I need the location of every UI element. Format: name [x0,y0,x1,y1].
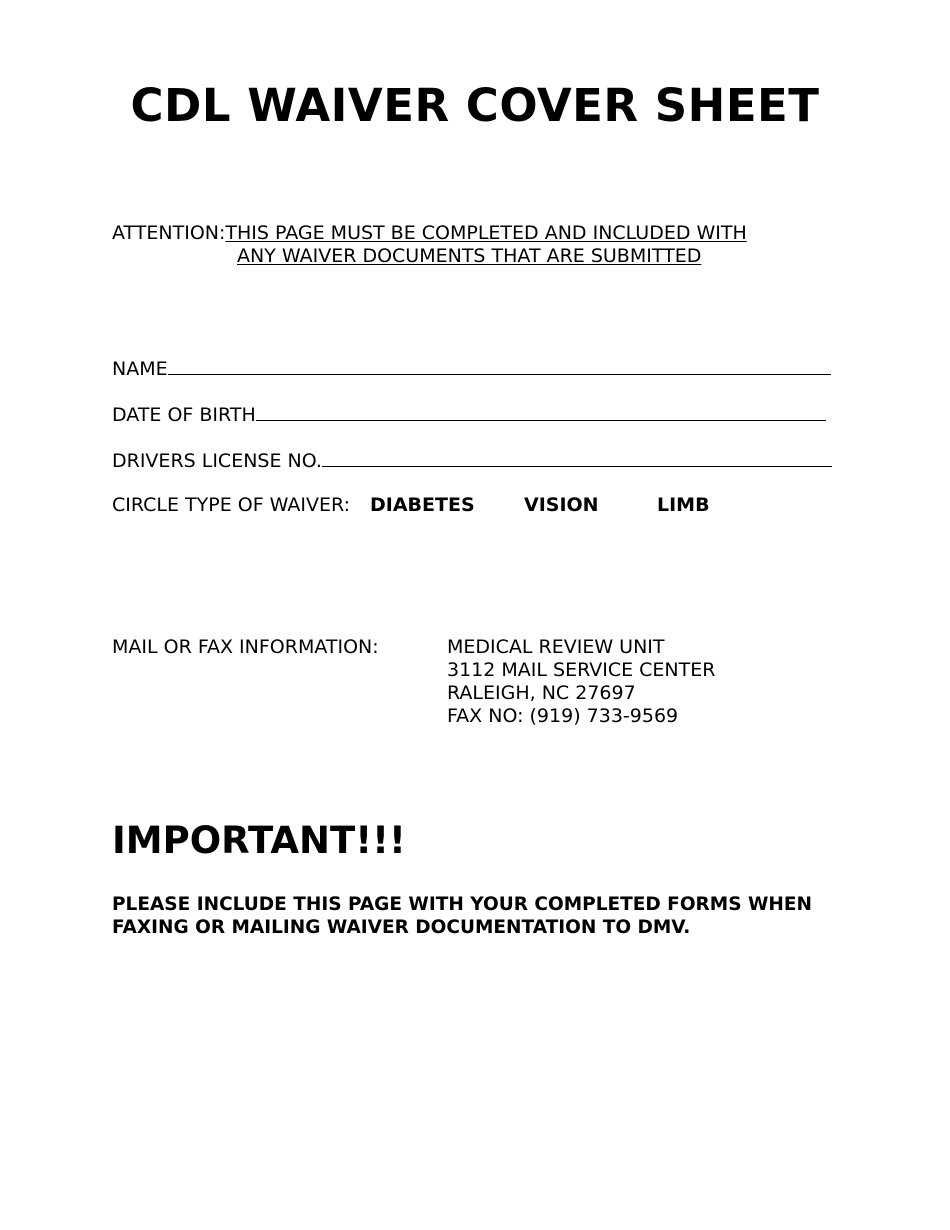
attention-label: ATTENTION: [112,222,226,244]
date-of-birth-input-line[interactable] [256,402,826,421]
drivers-license-label: DRIVERS LICENSE NO. [112,450,322,472]
waiver-type-label: CIRCLE TYPE OF WAIVER: [112,494,351,516]
address-line: 3112 MAIL SERVICE CENTER [447,659,716,681]
attention-notice [112,222,747,267]
drivers-license-input-line[interactable] [322,448,832,467]
waiver-type-row [112,493,710,517]
mail-address-block [447,636,715,728]
date-of-birth-field [112,402,826,427]
name-input-line[interactable] [168,356,831,375]
attention-text-line-2: ANY WAIVER DOCUMENTS THAT ARE SUBMITTED [237,245,702,267]
name-label: NAME [112,358,168,380]
mail-fax-label: MAIL OR FAX INFORMATION: [112,636,379,658]
page-title: CDL WAIVER COVER SHEET [130,79,820,132]
fax-number-line: FAX NO: (919) 733-9569 [447,705,679,727]
waiver-option-limb[interactable]: LIMB [657,494,710,516]
waiver-option-vision[interactable]: VISION [524,494,599,516]
name-field [112,356,831,381]
important-note: PLEASE INCLUDE THIS PAGE WITH YOUR COMPLETED FORMS WHEN FAXING OR MAILING WAIVER DOCUMENTATION TO DMV. [112,894,812,938]
address-line: RALEIGH, NC 27697 [447,682,636,704]
important-heading: IMPORTANT!!! [112,819,406,862]
attention-text-line-1: THIS PAGE MUST BE COMPLETED AND INCLUDED WITH [225,222,747,244]
drivers-license-field [112,448,832,473]
date-of-birth-label: DATE OF BIRTH [112,404,256,426]
waiver-option-diabetes[interactable]: DIABETES [370,494,475,516]
address-line: MEDICAL REVIEW UNIT [447,636,665,658]
